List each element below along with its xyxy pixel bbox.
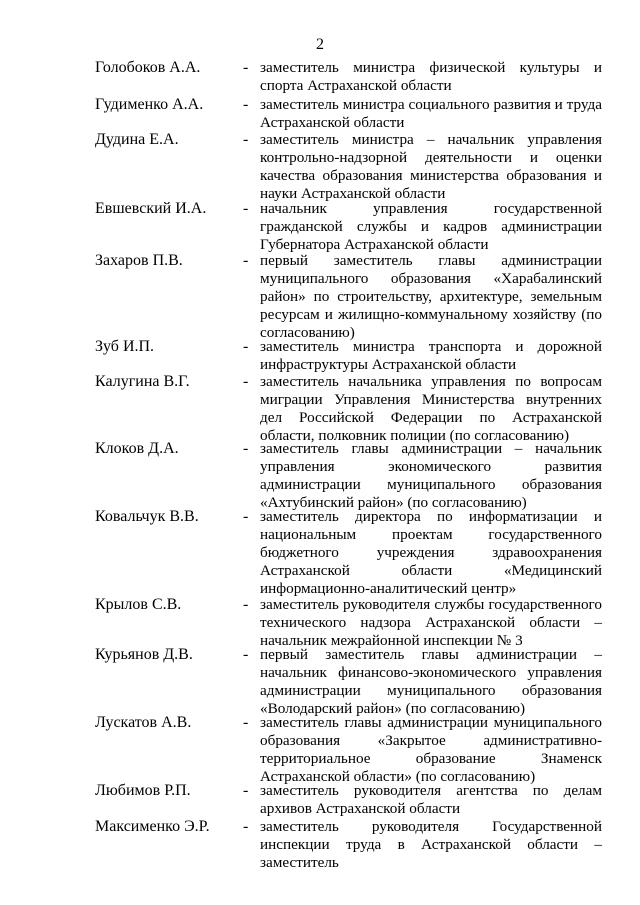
member-name: Зуб И.П. bbox=[95, 338, 155, 355]
member-position: заместитель начальника управления по вопросам миграции Управления Министерства внутренних дел Российской Федерации по Астраханской области, полковник полиции (по согласованию) bbox=[260, 373, 602, 444]
member-name: Захаров П.В. bbox=[95, 252, 183, 269]
member-name: Курьянов Д.В. bbox=[95, 646, 193, 663]
member-name: Гудименко А.А. bbox=[95, 96, 204, 113]
member-name: Крылов С.В. bbox=[95, 596, 182, 613]
member-name: Калугина В.Г. bbox=[95, 373, 190, 390]
member-name: Лускатов А.В. bbox=[95, 714, 192, 731]
entry-dash: - bbox=[243, 96, 249, 113]
entry-dash: - bbox=[243, 59, 249, 76]
entry-dash: - bbox=[243, 440, 249, 457]
member-name: Любимов Р.П. bbox=[95, 782, 191, 799]
entry-dash: - bbox=[243, 508, 249, 525]
entry-dash: - bbox=[243, 782, 249, 799]
member-name: Максименко Э.Р. bbox=[95, 818, 210, 835]
member-position: заместитель министра – начальник управления контрольно-надзорной деятельности и оценки качества образования министерства образования и науки Астраханской области bbox=[260, 131, 602, 202]
entry-dash: - bbox=[243, 131, 249, 148]
member-position: первый заместитель главы администрации – начальник финансово-экономического управления администрации муниципального образования «Володарский район» (по согласованию) bbox=[260, 646, 602, 717]
member-position: заместитель главы администрации – начальник управления экономического развития администрации муниципального образования «Ахтубинский район» (по согласованию) bbox=[260, 440, 602, 511]
entry-dash: - bbox=[243, 338, 249, 355]
member-name: Дудина Е.А. bbox=[95, 131, 179, 148]
member-name: Ковальчук В.В. bbox=[95, 508, 199, 525]
member-position: начальник управления государственной гражданской службы и кадров администрации Губернатора Астраханской области bbox=[260, 200, 602, 253]
member-position: заместитель руководителя службы государственного технического надзора Астраханской области – начальник межрайонной инспекции № 3 bbox=[260, 596, 602, 649]
member-position: заместитель министра физической культуры и спорта Астраханской области bbox=[260, 59, 602, 94]
entry-dash: - bbox=[243, 200, 249, 217]
entry-dash: - bbox=[243, 714, 249, 731]
entry-dash: - bbox=[243, 373, 249, 390]
entry-dash: - bbox=[243, 818, 249, 835]
member-position: первый заместитель главы администрации муниципального образования «Харабалинский район» по строительству, архитектуре, земельным ресурсам и жилищно-коммунальному хозяйству (по согласованию) bbox=[260, 252, 602, 341]
page-number: 2 bbox=[316, 36, 324, 53]
entry-dash: - bbox=[243, 252, 249, 269]
member-position: заместитель министра транспорта и дорожной инфраструктуры Астраханской области bbox=[260, 338, 602, 373]
member-name: Евшевский И.А. bbox=[95, 200, 207, 217]
member-position: заместитель министра социального развития и труда Астраханской области bbox=[260, 96, 602, 131]
member-position: заместитель руководителя Государственной инспекции труда в Астраханской области – заместитель bbox=[260, 818, 602, 871]
member-position: заместитель руководителя агентства по делам архивов Астраханской области bbox=[260, 782, 602, 817]
member-name: Клоков Д.А. bbox=[95, 440, 179, 457]
entry-dash: - bbox=[243, 646, 249, 663]
member-position: заместитель директора по информатизации и национальным проектам государственного бюджетного учреждения здравоохранения Астраханской области «Медицинский информационно-аналитический центр» bbox=[260, 508, 602, 597]
entry-dash: - bbox=[243, 596, 249, 613]
member-position: заместитель главы администрации муниципального образования «Закрытое административно-территориальное образование Знаменск Астраханской области» (по согласованию) bbox=[260, 714, 602, 785]
member-name: Голобоков А.А. bbox=[95, 59, 201, 76]
